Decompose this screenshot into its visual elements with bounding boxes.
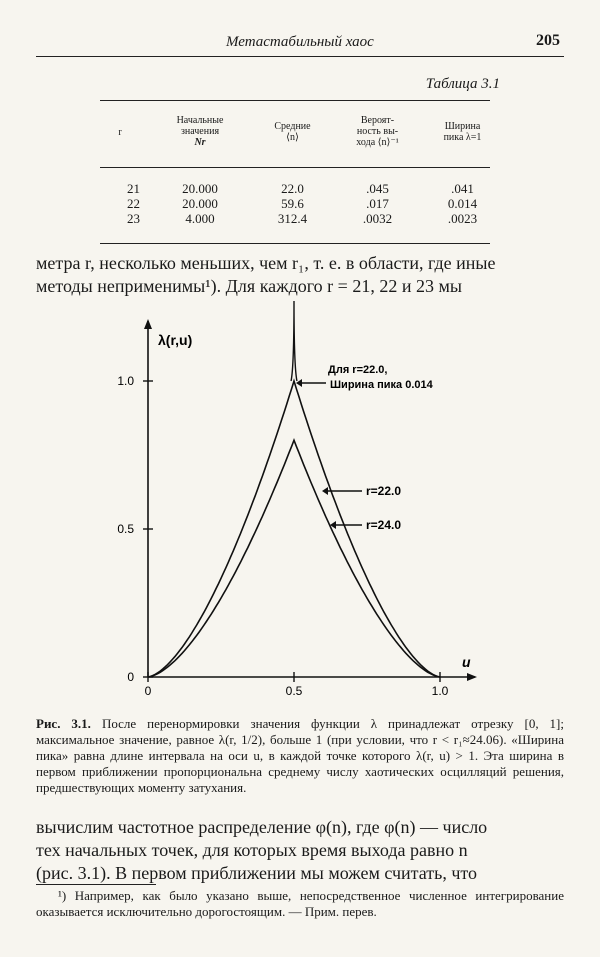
caption-text: После перенормировки значения функции λ принадлежат отрезку [0, 1]; максимальное значение, равное λ(r, 1/2), больше 1 (при условии, что r < r₁≈24.06). «Ширина пика» равна длине интервала на оси u, в каждой точке которого λ(r, u) > 1. Эта ширина в первом приближении пропорциональна среднему числу хаотических осцилляций решения, предшествующих моменту затухания. bbox=[36, 716, 565, 795]
x-tick-label: 0 bbox=[144, 684, 152, 698]
figure-caption bbox=[36, 716, 564, 796]
page-number: 205 bbox=[536, 32, 560, 49]
table-body bbox=[100, 168, 490, 243]
y-axis-arrow bbox=[144, 319, 152, 329]
table-header bbox=[100, 101, 490, 167]
paragraph-1: метра r, несколько меньших, чем r₁, т. е. в области, где иные методы неприменимы¹). Для каждого r = 21, 22 и 23 мы bbox=[36, 253, 496, 296]
header-mean: Средние ⟨n⟩ bbox=[274, 121, 311, 143]
series-r22-spike bbox=[291, 301, 297, 381]
y-tick-label: 0.5 bbox=[117, 522, 134, 536]
table-row: 22 20.000 59.6 .017 0.014 bbox=[127, 196, 478, 211]
series-label-r24: r=24.0 bbox=[366, 518, 402, 532]
running-head bbox=[36, 34, 564, 57]
header-r: r bbox=[118, 127, 122, 138]
y-axis-label: λ(r,u) bbox=[158, 332, 193, 348]
table-caption: Таблица 3.1 bbox=[425, 76, 500, 92]
data-table bbox=[100, 100, 490, 244]
footnote-rule bbox=[36, 884, 156, 885]
y-tick-label: 1.0 bbox=[117, 374, 134, 388]
series-r24-line bbox=[148, 440, 440, 677]
header-peak-width: Ширина пика λ=1 bbox=[443, 121, 482, 143]
x-axis-label: u bbox=[462, 654, 471, 670]
table-row: 23 4.000 312.4 .0032 .0023 bbox=[127, 211, 478, 226]
x-axis-arrow bbox=[467, 673, 477, 681]
header-initial-values: Начальные значения Nr bbox=[176, 115, 224, 148]
header-exit-probability: Вероят- ность вы- хода ⟨n⟩⁻¹ bbox=[356, 115, 399, 148]
running-title: Метастабильный хаос bbox=[226, 34, 374, 50]
footnote: ¹) Например, как было указано выше, непосредственное численное интегрирование оказывается исключительно дорогостоящим. — Прим. перев. bbox=[36, 888, 564, 919]
annotation-peak-width: Ширина пика 0.014 bbox=[330, 379, 433, 391]
table-bottom-rule bbox=[100, 243, 490, 244]
caption-label: Рис. 3.1. bbox=[36, 716, 91, 731]
figure-3-1 bbox=[100, 295, 480, 715]
paragraph-2: вычислим частотное распределение φ(n), где φ(n) — число тех начальных точек, для которых время выхода равно n (рис. 3.1). В первом приближении мы можем считать, что bbox=[36, 817, 488, 883]
label-arrowhead-r22 bbox=[322, 487, 328, 495]
y-tick-label: 0 bbox=[127, 670, 134, 684]
x-tick-label: 1.0 bbox=[431, 684, 449, 698]
chart bbox=[100, 295, 480, 715]
table-row: 21 20.000 22.0 .045 .041 bbox=[127, 181, 474, 196]
annotation-for-r22: Для r=22.0, bbox=[328, 364, 388, 376]
series-label-r22: r=22.0 bbox=[366, 484, 402, 498]
x-tick-label: 0.5 bbox=[285, 684, 303, 698]
